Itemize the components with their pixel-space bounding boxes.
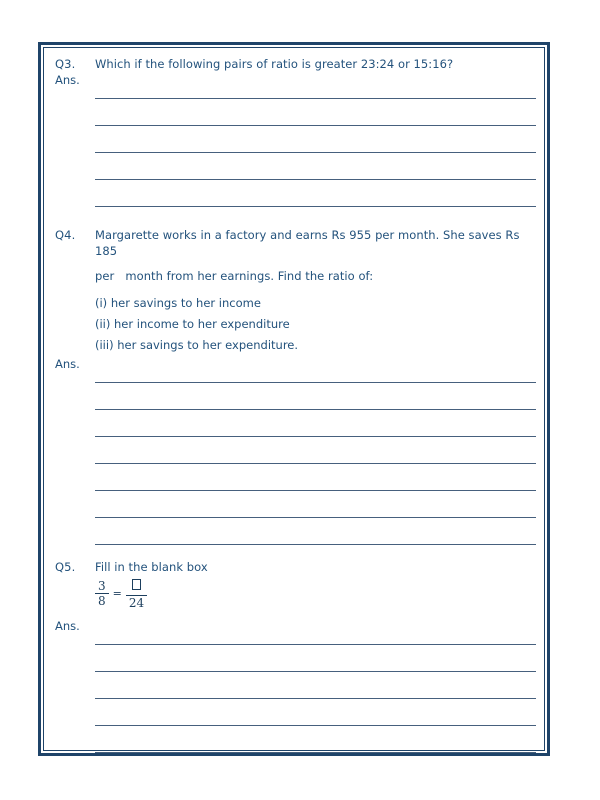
answer-line[interactable] <box>95 672 536 699</box>
answer-lines-q4[interactable] <box>95 356 536 545</box>
question-block-q3 <box>55 56 536 207</box>
question-number-q4: Q4. <box>55 228 76 242</box>
fraction-right-denominator: 24 <box>128 595 145 610</box>
answer-area-q4 <box>55 356 536 545</box>
worksheet-inner-border <box>43 47 545 751</box>
blank-box-icon[interactable] <box>132 579 141 590</box>
question-text-q4-line2: per month from her earnings. Find the ratio of: <box>95 269 374 283</box>
question-block-q4 <box>55 227 536 545</box>
question-heading-q3 <box>55 56 536 72</box>
answer-label-q4: Ans. <box>55 357 80 371</box>
answer-area-q5 <box>55 618 536 753</box>
answer-label-q3: Ans. <box>55 73 80 87</box>
answer-line[interactable] <box>95 410 536 437</box>
answer-line[interactable] <box>95 437 536 464</box>
worksheet-page-frame <box>38 42 550 756</box>
answer-line[interactable] <box>95 72 536 99</box>
answer-line[interactable] <box>95 153 536 180</box>
answer-line[interactable] <box>95 99 536 126</box>
question-text-q3: Which if the following pairs of ratio is greater 23:24 or 15:16? <box>95 57 454 71</box>
section-spacer <box>55 207 536 227</box>
fraction-left-numerator: 3 <box>98 579 106 593</box>
question-heading-q4 <box>55 227 536 259</box>
question-block-q5 <box>55 559 536 753</box>
answer-lines-q5[interactable] <box>95 618 536 753</box>
answer-line[interactable] <box>95 726 536 753</box>
list-spacer <box>55 284 536 293</box>
answer-line[interactable] <box>95 645 536 672</box>
question-subitem-i: (i) her savings to her income <box>95 296 261 310</box>
answer-lines-q3[interactable] <box>95 72 536 207</box>
answer-line[interactable] <box>95 126 536 153</box>
text-spacer <box>55 259 536 268</box>
equals-sign: = <box>112 586 122 600</box>
answer-line[interactable] <box>95 180 536 207</box>
answer-line[interactable] <box>95 518 536 545</box>
fraction-left-denominator: 8 <box>98 594 106 608</box>
question-text-q4-row2 <box>55 268 536 284</box>
answer-line[interactable] <box>95 618 536 645</box>
question-subitem-ii: (ii) her income to her expenditure <box>95 317 290 331</box>
fraction-right-numerator-blank-box[interactable] <box>129 579 144 595</box>
answer-line[interactable] <box>95 464 536 491</box>
fraction-equation-q5 <box>95 579 147 609</box>
question-text-q5: Fill in the blank box <box>95 560 208 574</box>
fraction-right <box>126 579 147 609</box>
fraction-left <box>95 580 109 607</box>
answer-label-q5: Ans. <box>55 618 80 633</box>
answer-area-q3 <box>55 72 536 207</box>
worksheet-content <box>44 48 544 750</box>
question-text-q4-line1: Margarette works in a factory and earns Rs 955 per month. She saves Rs 185 <box>95 228 524 258</box>
question-number-q3: Q3. <box>55 57 76 71</box>
question-number-q5: Q5. <box>55 560 76 574</box>
answer-line[interactable] <box>95 699 536 726</box>
equation-spacer <box>55 609 536 618</box>
question-subitem-iii: (iii) her savings to her expenditure. <box>95 338 299 352</box>
section-spacer <box>55 545 536 559</box>
answer-line[interactable] <box>95 491 536 518</box>
answer-line[interactable] <box>95 356 536 383</box>
answer-line[interactable] <box>95 383 536 410</box>
question-heading-q5 <box>55 559 536 575</box>
